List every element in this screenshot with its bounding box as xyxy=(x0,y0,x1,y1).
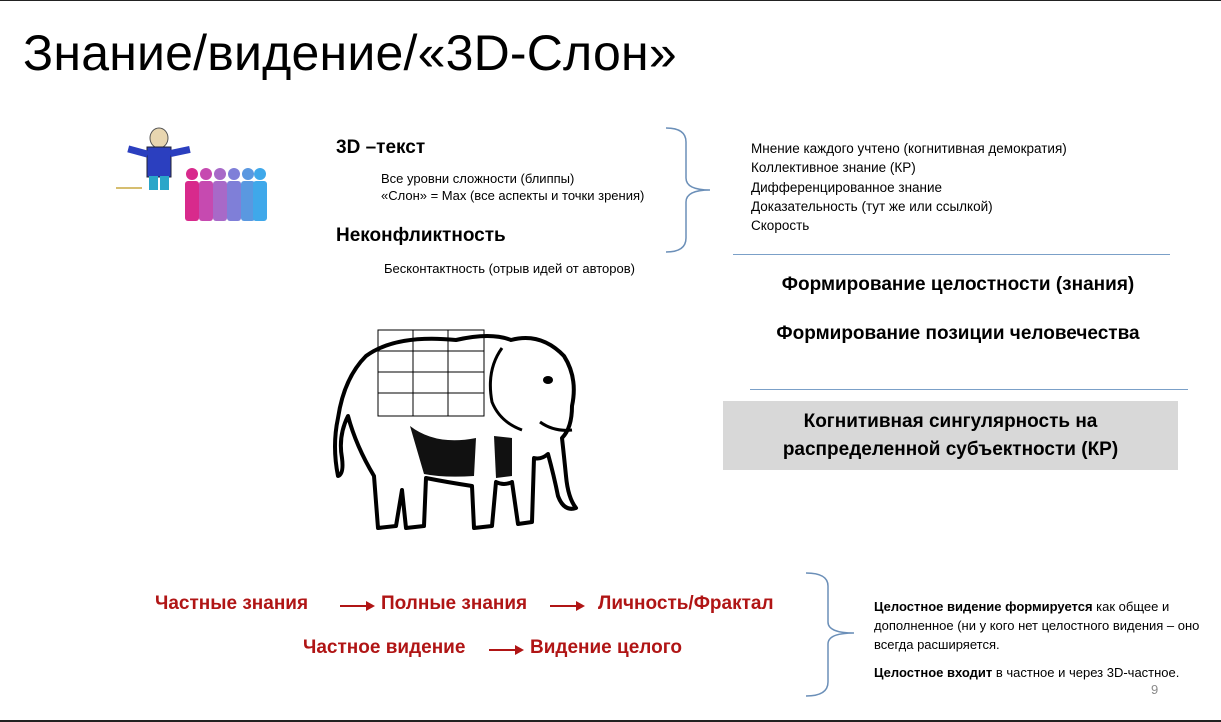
list-item: Скорость xyxy=(751,218,810,234)
line-complexity-levels: Все уровни сложности (блиппы) xyxy=(381,171,575,186)
right-brace-bottom xyxy=(800,570,860,700)
flow2-whole-vision: Видение целого xyxy=(530,637,682,658)
flow1-full-knowledge: Полные знания xyxy=(381,593,528,614)
right-list xyxy=(751,139,1067,235)
note-text: как общее и дополненное (ни у кого нет целостного видения – оно всегда расширяется. xyxy=(874,599,1200,652)
separator-line-1 xyxy=(733,254,1170,255)
right-brace-top xyxy=(660,124,716,256)
list-item: Доказательность (тут же или ссылкой) xyxy=(751,198,993,214)
elephant-illustration xyxy=(326,326,584,536)
singularity-line-1: Когнитивная сингулярность на xyxy=(803,411,1098,432)
formation-integrity: Формирование целостности (знания) xyxy=(781,274,1135,295)
note-text: в частное и через 3D-частное. xyxy=(992,665,1180,680)
arrow-right-icon xyxy=(487,644,525,656)
top-border xyxy=(0,0,1221,1)
line-contactless: Бесконтактность (отрыв идей от авторов) xyxy=(384,261,635,276)
arrow-right-icon xyxy=(548,600,586,612)
note-integral-vision xyxy=(874,597,1214,654)
list-item: Дифференцированное знание xyxy=(751,179,943,195)
flow1-personality-fractal: Личность/Фрактал xyxy=(598,593,774,614)
list-item: Коллективное знание (КР) xyxy=(751,160,916,176)
list-item: Мнение каждого учтено (когнитивная демократия) xyxy=(751,141,1067,156)
heading-3d-text: 3D –текст xyxy=(336,137,426,158)
separator-line-2 xyxy=(750,389,1188,390)
note-integral-enters xyxy=(874,663,1214,682)
arrow-right-icon xyxy=(338,600,376,612)
note-bold: Целостное видение формируется xyxy=(874,599,1093,614)
slide-title: Знание/видение/«3D-Слон» xyxy=(23,25,677,81)
singularity-line-2: распределенной субъектности (КР) xyxy=(782,439,1119,460)
heading-nonconflict: Неконфликтность xyxy=(336,225,506,246)
line-elephant-max: «Слон» = Max (все аспекты и точки зрения) xyxy=(381,188,645,203)
flow1-partial-knowledge: Частные знания xyxy=(155,593,309,614)
page-number: 9 xyxy=(1151,682,1159,697)
people-illustration xyxy=(112,126,272,222)
formation-position: Формирование позиции человечества xyxy=(776,323,1140,344)
note-bold: Целостное входит xyxy=(874,665,993,680)
singularity-text xyxy=(723,408,1178,464)
flow2-partial-vision: Частное видение xyxy=(303,637,466,658)
